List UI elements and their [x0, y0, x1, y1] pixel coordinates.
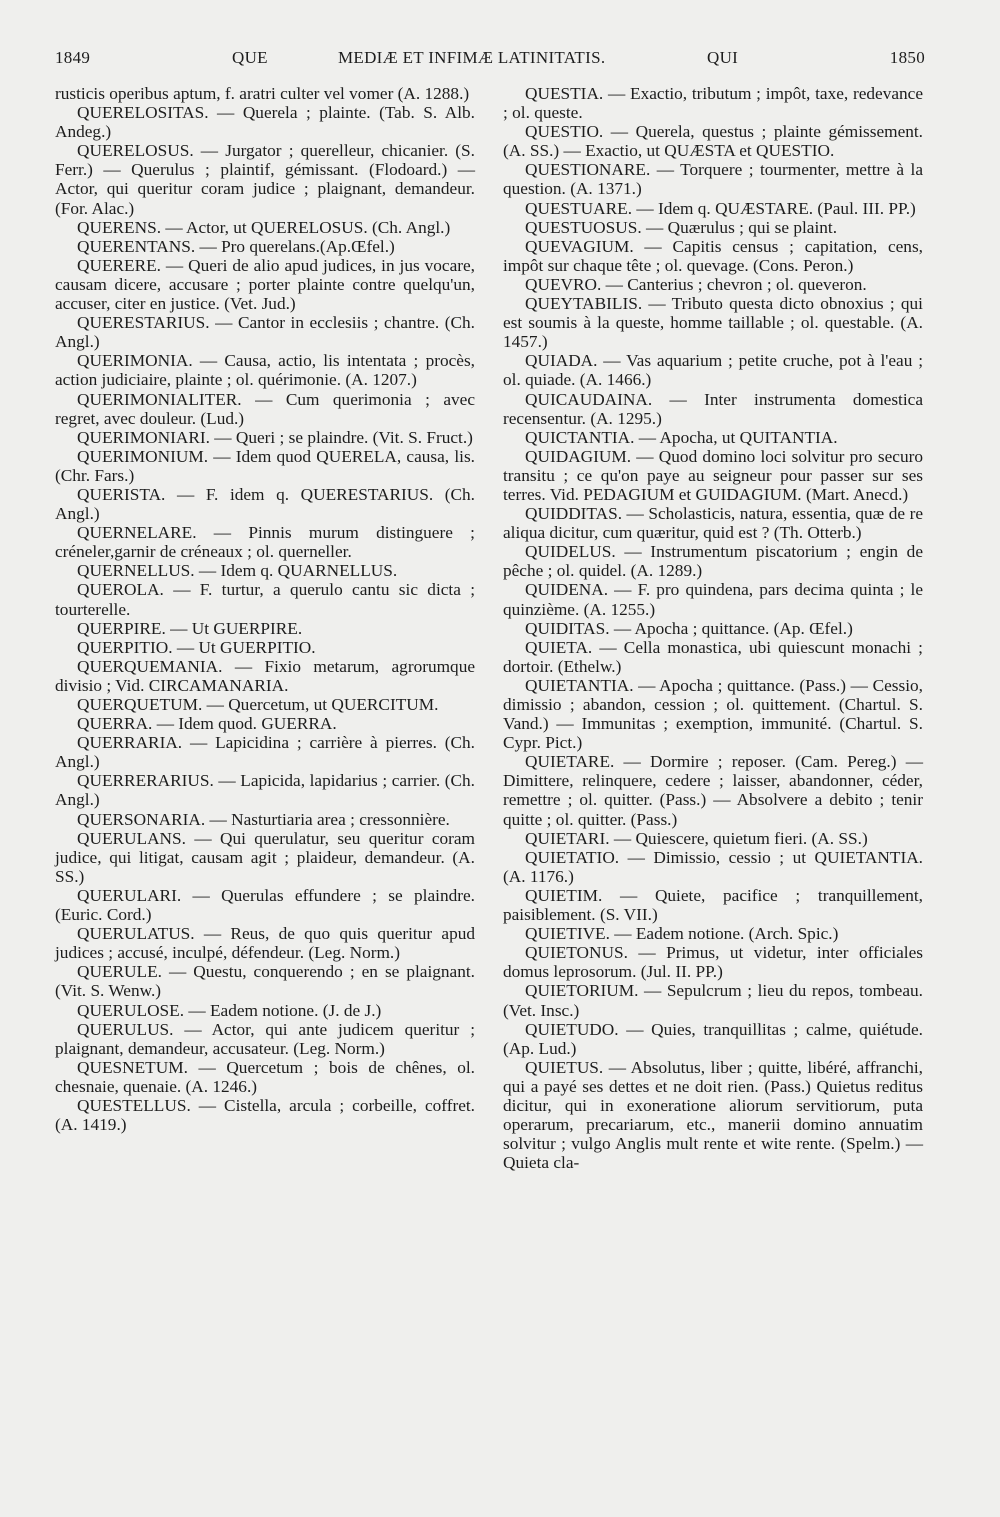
dictionary-entry: QUIETIVE. — Eadem notione. (Arch. Spic.)	[525, 924, 839, 944]
dictionary-entry: QUERNELARE. — Pinnis murum distinguere ; créneler,garnir de créneaux ; ol. querneller.	[55, 523, 475, 562]
dictionary-entry: QUEYTABILIS. — Tributo questa dicto obnoxius ; qui est soumis à la queste, homme taillable ; ol. questable. (A. 1457.)	[503, 294, 923, 352]
dictionary-entry: QUERULOSE. — Eadem notione. (J. de J.)	[77, 1000, 382, 1020]
right-column	[503, 84, 923, 1172]
right-running-key: QUI	[707, 48, 739, 67]
dictionary-entry: QUERQUETUM. — Quercetum, ut QUERCITUM.	[77, 695, 439, 714]
dictionary-entry: QUERIMONIALITER. — Cum querimonia ; avec regret, avec douleur. (Lud.)	[55, 389, 475, 428]
dictionary-entry: QUIETARE. — Dormire ; reposer. (Cam. Pereg.) — Dimittere, relinquere, cedere ; laisser, abandonner, céder, remettre ; ol. quitter. (Pass.) — Absolvere a debito ; tenir quitte ; ol. quitter. (Pass.)	[503, 752, 923, 829]
dictionary-entry: QUIETARI. — Quiescere, quietum fieri. (A. SS.)	[525, 828, 868, 848]
left-page-number: 1849	[55, 48, 91, 67]
dictionary-entry: QUERRA. — Idem quod. GUERRA.	[77, 714, 337, 734]
dictionary-entry: QUERNELLUS. — Idem q. QUARNELLUS.	[77, 561, 398, 581]
dictionary-entry: QUERIMONIA. — Causa, actio, lis intentata ; procès, action judiciaire, plainte ; ol. quérimonie. (A. 1207.)	[55, 351, 475, 390]
dictionary-entry: QUIETUS. — Absolutus, liber ; quitte, libéré, affranchi, qui a payé ses dettes et ne doit rien. (Pass.) Quietus reditus dicitur, qui in exoneratione aliorum servitiorum, puta operarum, precariarum, etc., manerii domino annuatim solvitur ; vulgo Anglis mult rente et wite rente. (Spelm.) — Quieta cla-	[503, 1057, 923, 1173]
dictionary-entry: QUERQUEMANIA. — Fixio metarum, agrorumque divisio ; Vid. CIRCAMANARIA.	[55, 656, 475, 695]
left-running-key: QUE	[232, 48, 268, 67]
page-header	[55, 48, 925, 78]
dictionary-entry: QUERERE. — Queri de alio apud judices, in jus vocare, causam dicere, accusare ; porter plainte contre quelqu'un, accuser, citer en justice. (Vet. Jud.)	[55, 255, 475, 314]
dictionary-entry: QUERRARIA. — Lapicidina ; carrière à pierres. (Ch. Angl.)	[55, 733, 475, 772]
dictionary-entry: QUESTUOSUS. — Quærulus ; qui se plaint.	[525, 217, 838, 237]
dictionary-entry: QUESTUARE. — Idem q. QUÆSTARE. (Paul. III. PP.)	[525, 198, 916, 218]
dictionary-entry: QUIETA. — Cella monastica, ubi quiescunt monachi ; dortoir. (Ethelw.)	[503, 637, 923, 676]
dictionary-entry: QUERENS. — Actor, ut QUERELOSUS. (Ch. Angl.)	[77, 217, 451, 237]
left-column	[55, 84, 475, 1134]
right-page-number: 1850	[889, 48, 925, 67]
dictionary-entry: QUERRERARIUS. — Lapicida, lapidarius ; carrier. (Ch. Angl.)	[55, 771, 475, 810]
dictionary-entry: QUERULARI. — Querulas effundere ; se plaindre. (Euric. Cord.)	[55, 885, 475, 925]
dictionary-entry: QUIADA. — Vas aquarium ; petite cruche, pot à l'eau ; ol. quiade. (A. 1466.)	[503, 351, 923, 390]
dictionary-entry: QUIDELUS. — Instrumentum piscatorium ; engin de pêche ; ol. quidel. (A. 1289.)	[503, 542, 923, 581]
dictionary-entry: QUICAUDAINA. — Inter instrumenta domestica recensentur. (A. 1295.)	[503, 389, 923, 428]
dictionary-entry: QUERELOSUS. — Jurgator ; querelleur, chicanier. (S. Ferr.) — Querulus ; plaintif, gémissant. (Flodoard.) — Actor, qui queritur coram judice ; plaignant, demandeur. (For. Alac.)	[55, 141, 475, 218]
dictionary-entry: QUERENTANS. — Pro querelans.(Ap.Œfel.)	[77, 236, 395, 256]
dictionary-entry: QUERSONARIA. — Nasturtiaria area ; cressonnière.	[77, 809, 450, 829]
dictionary-entry: QUERPIRE. — Ut GUERPIRE.	[77, 618, 303, 638]
dictionary-entry: QUERULUS. — Actor, qui ante judicem queritur ; plaignant, demandeur, accusateur. (Leg. Norm.)	[55, 1019, 475, 1058]
dictionary-entry: QUIETORIUM. — Sepulcrum ; lieu du repos, tombeau. (Vet. Insc.)	[503, 981, 923, 1020]
dictionary-entry: QUERPITIO. — Ut GUERPITIO.	[77, 637, 316, 657]
dictionary-entry: QUIDDITAS. — Scholasticis, natura, essentia, quæ de re aliqua dicitur, cum quæritur, quid est ? (Th. Otterb.)	[503, 504, 923, 543]
dictionary-entry: QUEVAGIUM. — Capitis census ; capitation, cens, impôt sur chaque tête ; ol. quevage. (Cons. Peron.)	[503, 236, 923, 275]
dictionary-entry: QUEROLA. — F. turtur, a querulo cantu sic dicta ; tourterelle.	[55, 580, 475, 619]
dictionary-entry: QUIDITAS. — Apocha ; quittance. (Ap. Œfel.)	[525, 618, 853, 638]
dictionary-entry: QUERULE. — Questu, conquerendo ; en se plaignant. (Vit. S. Wenw.)	[55, 962, 475, 1001]
running-title: MEDIÆ ET INFIMÆ LATINITATIS.	[338, 48, 606, 67]
dictionary-entry: QUERIMONIUM. — Idem quod QUERELA, causa, lis. (Chr. Fars.)	[55, 446, 475, 485]
dictionary-entry: QUIETUDO. — Quies, tranquillitas ; calme, quiétude. (Ap. Lud.)	[503, 1019, 923, 1058]
dictionary-entry: QUICTANTIA. — Apocha, ut QUITANTIA.	[525, 427, 838, 447]
dictionary-entry: QUERELOSITAS. — Querela ; plainte. (Tab. S. Alb. Andeg.)	[55, 103, 475, 142]
dictionary-entry: rusticis operibus aptum, f. aratri culter vel vomer (A. 1288.)	[55, 84, 470, 103]
dictionary-entry: QUIETATIO. — Dimissio, cessio ; ut QUIETANTIA. (A. 1176.)	[503, 847, 923, 886]
dictionary-entry: QUIDENA. — F. pro quindena, pars decima quinta ; le quinzième. (A. 1255.)	[503, 580, 923, 619]
dictionary-entry: QUERULANS. — Qui querulatur, seu queritur coram judice, qui litigat, causam agit ; plaideur, demandeur. (A. SS.)	[55, 828, 475, 886]
dictionary-entry: QUEVRO. — Canterius ; chevron ; ol. queveron.	[525, 274, 867, 294]
dictionary-entry: QUIETANTIA. — Apocha ; quittance. (Pass.) — Cessio, dimissio ; abandon, cession ; ol. quittement. (Chartul. S. Vand.) — Immunitas ; exemption, immunité. (Chartul. S. Cypr. Pict.)	[503, 675, 923, 753]
dictionary-entry: QUERISTA. — F. idem q. QUERESTARIUS. (Ch. Angl.)	[55, 484, 475, 524]
dictionary-entry: QUIETONUS. — Primus, ut videtur, inter officiales domus leprosorum. (Jul. II. PP.)	[503, 943, 923, 982]
dictionary-entry: QUIDAGIUM. — Quod domino loci solvitur pro securo transitu ; ce qu'on paye au seigneur pour passer sur ses terres. Vid. PEDAGIUM et GUIDAGIUM. (Mart. Anecd.)	[503, 446, 923, 504]
dictionary-entry: QUERESTARIUS. — Cantor in ecclesiis ; chantre. (Ch. Angl.)	[55, 313, 475, 352]
dictionary-entry: QUESTIO. — Querela, questus ; plainte gémissement. (A. SS.) — Exactio, ut QUÆSTA et QUESTIO.	[503, 122, 923, 161]
dictionary-entry: QUERULATUS. — Reus, de quo quis queritur apud judices ; accusé, inculpé, défendeur. (Leg. Norm.)	[55, 924, 475, 963]
dictionary-entry: QUERIMONIARI. — Queri ; se plaindre. (Vit. S. Fruct.)	[77, 427, 473, 447]
dictionary-entry: QUIETIM. — Quiete, pacifice ; tranquillement, paisiblement. (S. VII.)	[503, 885, 923, 925]
dictionary-entry: QUESTIONARE. — Torquere ; tourmenter, mettre à la question. (A. 1371.)	[503, 160, 923, 199]
dictionary-entry: QUESTIA. — Exactio, tributum ; impôt, taxe, redevance ; ol. queste.	[503, 84, 923, 123]
dictionary-entry: QUESNETUM. — Quercetum ; bois de chênes, ol. chesnaie, quenaie. (A. 1246.)	[55, 1057, 475, 1096]
dictionary-entry: QUESTELLUS. — Cistella, arcula ; corbeille, coffret. (A. 1419.)	[55, 1095, 475, 1135]
